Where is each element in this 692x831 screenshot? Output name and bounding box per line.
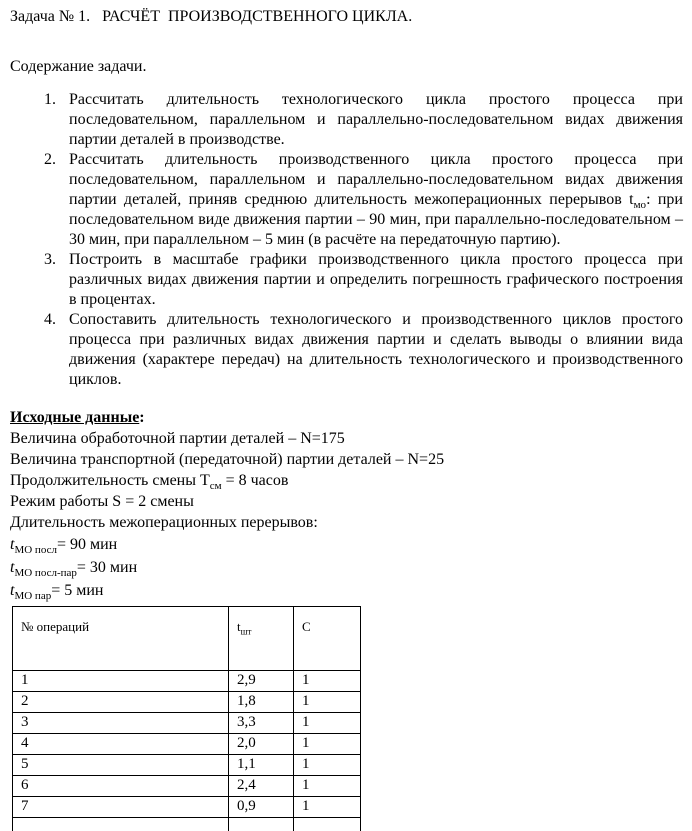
task-item-4-text: Сопоставить длительность технологического и производственного циклов простого процесса при различных видах движения партии и сделать выводы о влиянии вида движения (характере передач) на длительность технологического и производственного циклов. xyxy=(69,311,683,388)
cell-operation-number: 5 xyxy=(13,755,229,776)
table-row xyxy=(13,671,361,692)
table-row xyxy=(13,692,361,713)
cell-piece-time: 3,3 xyxy=(229,713,294,734)
piece-time-subscript: шт xyxy=(241,627,252,637)
task-list xyxy=(10,90,683,390)
task-item-1 xyxy=(60,90,683,150)
operations-table xyxy=(12,606,361,831)
cell-workplaces: 1 xyxy=(294,797,361,818)
table-header-operation-number: № операций xyxy=(13,607,229,671)
tmo-variable: t xyxy=(10,582,14,599)
task-item-1-text: Рассчитать длительность технологического цикла простого процесса при последовательном, параллельном и параллельно-последовательном видах движения партии деталей в производстве. xyxy=(69,91,683,148)
task-item-2-text-pre: Рассчитать длительность производственного цикла простого процесса при последовательном, параллельном и параллельно-последовательном видах движения партии деталей, приняв среднюю длительность межоперационных перерывов t xyxy=(69,151,683,208)
tmo-value: = 5 мин xyxy=(51,582,103,599)
table-row xyxy=(13,776,361,797)
cell-workplaces: 1 xyxy=(294,776,361,797)
cell-operation-number: 2 xyxy=(13,692,229,713)
line-breaks-intro: Длительность межоперационных перерывов: xyxy=(10,512,683,533)
task-item-4 xyxy=(60,310,683,390)
cell-piece-time: 0,9 xyxy=(229,797,294,818)
tmo-subscript: МО посл-пар xyxy=(14,567,76,579)
cell-operation-number: 7 xyxy=(13,797,229,818)
cell-operation-number: 3 xyxy=(13,713,229,734)
task-contents-heading: Содержание задачи. xyxy=(10,57,683,77)
cell-operation-number: 6 xyxy=(13,776,229,797)
piece-time-symbol: t xyxy=(237,619,241,634)
cell-piece-time: 2,4 xyxy=(229,776,294,797)
tmo-line-posl xyxy=(10,533,683,556)
tmo-line-par xyxy=(10,579,683,602)
line-shift-post: = 8 часов xyxy=(222,472,289,489)
cell-workplaces: 1 xyxy=(294,755,361,776)
tmo-value: = 90 мин xyxy=(57,536,117,553)
table-header-piece-time xyxy=(229,607,294,671)
table-row xyxy=(13,797,361,818)
cell-operation-number: 4 xyxy=(13,734,229,755)
tmo-subscript: МО посл xyxy=(14,544,57,556)
line-shift-duration xyxy=(10,470,683,491)
task-item-2-subscript: мо xyxy=(634,199,646,211)
tmo-subscript: МО пар xyxy=(14,590,51,602)
task-item-2 xyxy=(60,150,683,250)
tmo-variable: t xyxy=(10,559,14,576)
line-transport-batch: Величина транспортной (передаточной) партии деталей – N=25 xyxy=(10,449,683,470)
cell-workplaces: 1 xyxy=(294,692,361,713)
cell-piece-time: 2,0 xyxy=(229,734,294,755)
table-header-row xyxy=(13,607,361,671)
cell-piece-time: 2,9 xyxy=(229,671,294,692)
cell-workplaces: 1 xyxy=(294,671,361,692)
line-work-mode: Режим работы S = 2 смены xyxy=(10,491,683,512)
tmo-variable: t xyxy=(10,536,14,553)
initial-data-heading xyxy=(10,407,683,428)
cell-piece-time: 1,1 xyxy=(229,755,294,776)
line-shift-pre: Продолжительность смены Т xyxy=(10,472,210,489)
page-title: Задача № 1. РАСЧЁТ ПРОИЗВОДСТВЕННОГО ЦИКЛА. xyxy=(10,6,683,28)
table-header-workplaces: С xyxy=(294,607,361,671)
cell-piece-time: 1,8 xyxy=(229,692,294,713)
tmo-line-posl-par xyxy=(10,556,683,579)
line-batch-size: Величина обработочной партии деталей – N=175 xyxy=(10,428,683,449)
line-shift-subscript: см xyxy=(210,480,222,492)
table-row xyxy=(13,755,361,776)
table-row xyxy=(13,713,361,734)
initial-data-heading-colon: : xyxy=(139,409,144,426)
task-item-3 xyxy=(60,250,683,310)
cell-workplaces: 1 xyxy=(294,713,361,734)
task-item-3-text: Построить в масштабе графики производственного цикла простого процесса при различных видах движения партии и определить погрешность графического построения в процентах. xyxy=(69,251,683,308)
task-item-2-text-post: : при последовательном виде движения партии – 90 мин, при параллельно-последовательном – 30 мин, при параллельном – 5 мин (в расчёте на передаточную партию). xyxy=(69,191,683,248)
table-row xyxy=(13,734,361,755)
initial-data-heading-text: Исходные данные xyxy=(10,409,139,426)
cell-operation-number: 1 xyxy=(13,671,229,692)
tmo-value: = 30 мин xyxy=(77,559,137,576)
cell-workplaces: 1 xyxy=(294,734,361,755)
